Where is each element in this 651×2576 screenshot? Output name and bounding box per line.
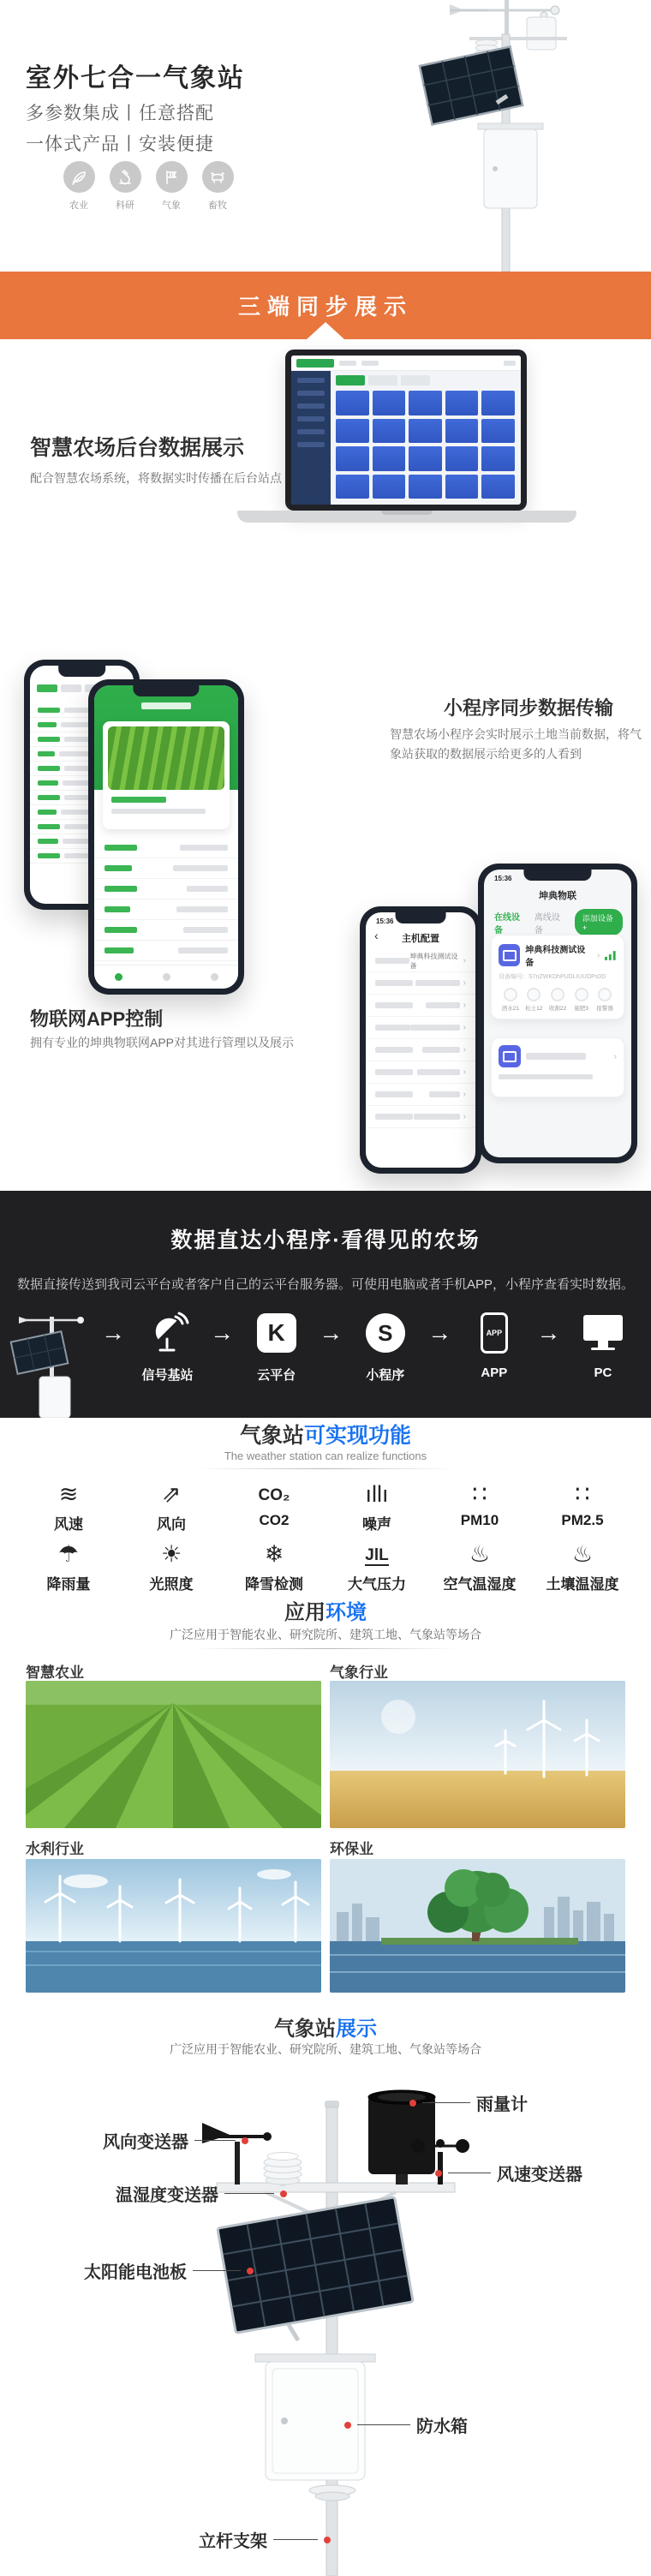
dashboard-sidebar <box>291 371 331 505</box>
flow-app <box>458 1309 530 1380</box>
function-co2 <box>223 1475 326 1535</box>
list-item <box>94 920 238 941</box>
tabbar-item[interactable] <box>115 973 122 981</box>
badge-label: 气象 <box>162 200 181 211</box>
diagram-label-text: 风向变送器 <box>103 2133 188 2152</box>
cloud-platform-icon: K <box>257 1313 296 1353</box>
config-value: 坤典科技测试设备 <box>409 952 458 970</box>
add-device-button[interactable]: 添加设备 + <box>575 909 623 935</box>
chevron-right-icon: › <box>463 956 466 965</box>
flow-label: 信号基站 <box>141 1368 194 1383</box>
functions-grid <box>17 1475 634 1595</box>
diagram-label-text: 雨量计 <box>476 2095 528 2114</box>
badge-research <box>106 161 144 212</box>
list-item <box>94 941 238 961</box>
mini-heading: 小程序同步数据传输 <box>444 697 614 719</box>
badge-weather <box>152 161 190 212</box>
dashboard-tab[interactable] <box>368 375 397 386</box>
text-bar <box>111 809 206 814</box>
pointer-line <box>422 2102 470 2103</box>
dashboard-screen <box>291 356 521 505</box>
config-list <box>366 950 475 1128</box>
list-item <box>94 858 238 879</box>
function-label: 噪声 <box>362 1516 391 1533</box>
phone-mockup-config <box>360 906 481 1174</box>
function-label: 风向 <box>157 1516 186 1533</box>
flow-miniprogram <box>349 1309 421 1384</box>
label-pole-bracket <box>199 2527 331 2552</box>
flow-label: APP <box>481 1366 508 1380</box>
sidebar-item-bar[interactable] <box>297 403 325 409</box>
weather-station-small-image <box>7 1305 97 1418</box>
arrow-right-icon: → <box>427 1319 452 1346</box>
badge-label: 畜牧 <box>208 200 227 211</box>
functions-heading-black: 气象站 <box>239 1424 304 1448</box>
toggle-label: 收割22 <box>548 1006 567 1012</box>
wind-speed-icon: ≋ <box>58 1481 79 1507</box>
arrow-right-icon: → <box>319 1319 343 1346</box>
config-row[interactable]: › <box>366 1106 475 1128</box>
config-row[interactable]: › <box>366 1061 475 1084</box>
smart-agriculture-image <box>26 1681 321 1828</box>
device-card[interactable] <box>491 935 624 1019</box>
flow-label: 小程序 <box>366 1368 405 1383</box>
display-heading-black: 气象站 <box>274 2017 336 2041</box>
label-solar-panel <box>84 2258 254 2283</box>
water-conservancy-image <box>26 1859 321 1993</box>
text-bar <box>375 958 409 964</box>
flow-pc <box>567 1309 639 1380</box>
status-time: 15:36 <box>376 917 394 925</box>
dashboard-logo <box>296 359 334 368</box>
miniprogram-list <box>94 838 238 963</box>
function-label: PM2.5 <box>561 1512 604 1528</box>
satellite-dish-icon <box>146 1309 189 1357</box>
mini-desc: 智慧农场小程序会实时展示土地当前数据，将气象站获取的数据展示给更多的人看到 <box>390 727 642 761</box>
text-bar <box>504 361 516 366</box>
function-label: CO2 <box>259 1512 290 1528</box>
function-pm10 <box>428 1475 531 1535</box>
function-air-temp-humidity <box>428 1535 531 1595</box>
page-title: 室外七合一气象站 <box>26 64 245 93</box>
phone-screen <box>366 912 475 1168</box>
pointer-dot <box>409 2100 416 2107</box>
function-snow-detect <box>223 1535 326 1595</box>
farm-photo <box>108 726 224 790</box>
pointer-dot <box>435 2170 442 2177</box>
config-row[interactable]: › <box>366 1017 475 1039</box>
dashboard-tab[interactable] <box>401 375 430 386</box>
data-flow-row <box>101 1309 639 1384</box>
function-label: 降雪检测 <box>245 1576 303 1593</box>
applications-heading-black: 应用 <box>284 1601 326 1624</box>
section-banner <box>0 272 651 339</box>
pointer-line <box>273 2539 318 2540</box>
miniprogram-icon: S <box>366 1313 405 1353</box>
diagram-label-text: 太阳能电池板 <box>84 2263 187 2282</box>
badge-label: 科研 <box>116 200 134 211</box>
text-bar <box>339 361 356 366</box>
device-toggles <box>499 988 617 1012</box>
app-title: 坤典物联 <box>539 891 576 901</box>
arrow-right-icon: → <box>536 1319 561 1346</box>
function-label: 风速 <box>54 1516 83 1533</box>
banner-notch <box>307 322 344 339</box>
config-row[interactable]: › <box>366 1039 475 1061</box>
arrow-right-icon: → <box>210 1319 235 1346</box>
flow-label: 云平台 <box>257 1368 296 1383</box>
banner-title: 三端同步展示 <box>237 294 413 320</box>
list-item <box>94 879 238 900</box>
device-toggle[interactable] <box>546 988 570 1012</box>
pointer-line <box>357 2424 410 2425</box>
function-soil-temp-humidity <box>531 1535 634 1595</box>
pointer-line <box>193 2270 241 2271</box>
noise-icon: ıllı <box>365 1481 389 1507</box>
function-label: PM10 <box>460 1512 499 1528</box>
display-heading <box>0 2011 651 2041</box>
function-wind-speed <box>17 1475 120 1535</box>
arrow-right-icon: → <box>101 1319 125 1346</box>
dark-section-title: 数据直达小程序·看得见的农场 <box>170 1228 481 1252</box>
device-name: 坤典科技测试设备 <box>525 946 586 968</box>
toggle-circle-icon <box>598 988 612 1001</box>
functions-heading <box>0 1419 651 1449</box>
hero-badges <box>60 161 236 212</box>
status-time: 15:36 <box>494 875 512 882</box>
dashboard-tab[interactable] <box>336 375 365 386</box>
flow-label: PC <box>594 1366 612 1380</box>
pointer-line <box>194 2140 236 2141</box>
applications-heading-blue: 环境 <box>326 1601 367 1624</box>
function-wind-direction <box>120 1475 223 1535</box>
weather-station-diagram <box>0 2058 651 2576</box>
cattle-icon <box>202 161 234 193</box>
function-label: 光照度 <box>149 1576 194 1593</box>
phone-notch <box>523 870 591 881</box>
signal-icon <box>605 951 617 960</box>
function-noise <box>326 1475 428 1535</box>
pointer-dot <box>242 2137 248 2144</box>
application-label: 环保业 <box>330 1841 373 1857</box>
pointer-dot <box>247 2268 254 2274</box>
config-row[interactable] <box>366 950 475 972</box>
hero-subtitle-2: 一体式产品丨安装便捷 <box>26 134 214 154</box>
pm10-icon: ∷ <box>472 1481 487 1507</box>
application-label: 智慧农业 <box>26 1665 84 1681</box>
illuminance-icon: ☀ <box>160 1541 182 1567</box>
tabbar-item[interactable] <box>211 973 218 981</box>
back-button[interactable]: ‹ <box>374 929 379 942</box>
toggle-label: 松土12 <box>525 1006 543 1012</box>
diagram-label-text: 防水箱 <box>416 2418 468 2436</box>
phone-notch <box>58 666 106 677</box>
application-label: 气象行业 <box>330 1665 388 1681</box>
snow-detect-icon: ❄ <box>264 1541 284 1567</box>
miniprogram-tabbar <box>94 965 238 989</box>
chevron-right-icon: › <box>597 950 600 960</box>
label-wind-direction-transmitter <box>103 2128 248 2153</box>
dashboard-topbar <box>291 356 521 371</box>
data-flow-section <box>0 1191 651 1418</box>
backend-desc: 配合智慧农场系统，将数据实时传播在后台站点 <box>30 471 282 485</box>
flow-base-station <box>132 1309 204 1384</box>
pointer-dot <box>280 2190 287 2197</box>
sidebar-item-bar[interactable] <box>297 391 325 396</box>
sidebar-item-bar[interactable] <box>297 378 325 383</box>
flow-cloud-platform <box>241 1309 313 1384</box>
device-toggle[interactable] <box>593 988 617 1012</box>
display-heading-blue: 展示 <box>336 2017 377 2041</box>
function-label: 空气温湿度 <box>443 1576 517 1593</box>
windsock-icon <box>156 161 188 193</box>
config-row[interactable]: › <box>366 972 475 995</box>
laptop-mockup <box>285 350 527 511</box>
label-temp-humidity-transmitter <box>116 2181 287 2206</box>
config-row[interactable]: › <box>366 995 475 1017</box>
label-waterproof-box <box>344 2412 468 2437</box>
list-item <box>94 838 238 858</box>
laptop-base <box>237 511 576 523</box>
dashboard-tabs <box>336 375 430 386</box>
display-subtitle: 广泛应用于智能农业、研究院所、建筑工地、气象站等场合 <box>170 2042 481 2056</box>
phone-screen <box>94 685 238 989</box>
pointer-line <box>224 2193 274 2194</box>
function-label: 大气压力 <box>348 1576 406 1593</box>
applications-subtitle: 广泛应用于智能农业、研究院所、建筑工地、气象站等场合 <box>170 1628 481 1641</box>
app-heading: 物联网APP控制 <box>30 1008 164 1030</box>
phone-notch <box>396 912 446 923</box>
air-temp-humidity-icon: ♨ <box>469 1541 491 1567</box>
microscope-icon <box>110 161 141 193</box>
mini-tab[interactable] <box>37 684 57 692</box>
device-tabs <box>494 909 623 935</box>
tab-online-devices[interactable]: 在线设备 <box>494 910 524 935</box>
label-rain-gauge <box>409 2090 528 2115</box>
device-toggle[interactable] <box>570 988 594 1012</box>
sidebar-item-bar[interactable] <box>297 416 325 421</box>
badge-agriculture <box>60 161 98 212</box>
diagram-label-text: 立杆支架 <box>199 2532 267 2551</box>
device-avatar-icon <box>499 1045 521 1067</box>
function-rainfall <box>17 1535 120 1595</box>
toggle-circle-icon <box>575 988 588 1001</box>
toggle-label: 报警器 <box>596 1006 613 1012</box>
config-title: 主机配置 <box>402 934 439 944</box>
air-pressure-icon: JlL <box>365 1535 388 1566</box>
text-bar <box>111 797 166 803</box>
toggle-label: 洒水21 <box>501 1006 519 1012</box>
pc-monitor-icon <box>583 1315 623 1341</box>
text-bar <box>499 1074 593 1079</box>
badge-label: 农业 <box>69 200 88 211</box>
backend-heading: 智慧农场后台数据展示 <box>30 436 245 460</box>
wind-direction-icon: ⇗ <box>161 1481 182 1507</box>
phone-mockup-miniprogram <box>88 679 244 995</box>
tab-offline-devices[interactable]: 离线设备 <box>534 912 560 935</box>
applications-heading <box>0 1595 651 1625</box>
dashboard-data-cells <box>336 391 515 499</box>
phone-mockup-app-home <box>478 864 637 1163</box>
pointer-dot <box>324 2537 331 2543</box>
function-label: 降雨量 <box>46 1576 91 1593</box>
rainfall-icon: ☂ <box>57 1541 80 1567</box>
soil-temp-humidity-icon: ♨ <box>571 1541 594 1567</box>
tabbar-item[interactable] <box>163 973 170 981</box>
functions-heading-en: The weather station can realize functions <box>224 1449 427 1462</box>
config-row[interactable]: › <box>366 1084 475 1106</box>
device-avatar-icon <box>499 944 520 966</box>
leaf-icon <box>63 161 95 193</box>
dark-section-desc: 数据直接传送到我司云平台或者客户自己的云平台服务器。可使用电脑或者手机APP，小程序查看实时数据。 <box>16 1277 635 1292</box>
app-icon-text: APP <box>486 1329 503 1337</box>
app-desc: 拥有专业的坤典物联网APP对其进行管理以及展示 <box>30 1036 295 1049</box>
device-toggle[interactable] <box>523 988 546 1012</box>
environmental-protection-image <box>330 1859 625 1993</box>
weather-station-hero-image <box>368 0 651 272</box>
phone-screen <box>484 870 631 1157</box>
farm-card[interactable] <box>103 721 230 829</box>
pointer-dot <box>344 2422 351 2429</box>
functions-heading-blue: 可实现功能 <box>304 1424 412 1448</box>
toggle-circle-icon <box>527 988 541 1001</box>
divider <box>193 1648 458 1649</box>
co2-icon: CO₂ <box>258 1486 290 1504</box>
toggle-circle-icon <box>551 988 564 1001</box>
badge-livestock <box>199 161 236 212</box>
function-illuminance <box>120 1535 223 1595</box>
application-label: 水利行业 <box>26 1841 84 1857</box>
divider <box>197 1468 454 1469</box>
meteorology-industry-image <box>330 1681 625 1828</box>
mini-tab[interactable] <box>61 684 81 692</box>
diagram-label-text: 风速变送器 <box>497 2166 582 2185</box>
app-phone-icon <box>481 1312 508 1354</box>
label-wind-speed-transmitter <box>435 2161 582 2185</box>
diagram-label-text: 温湿度变送器 <box>116 2186 218 2205</box>
sidebar-item-bar[interactable] <box>297 442 325 447</box>
title-bar <box>141 702 191 709</box>
sidebar-item-bar[interactable] <box>297 429 325 434</box>
text-bar <box>361 361 379 366</box>
function-pm25 <box>531 1475 634 1535</box>
list-item <box>94 900 238 920</box>
text-bar <box>526 1053 586 1060</box>
device-toggle[interactable] <box>499 988 523 1012</box>
function-air-pressure <box>326 1535 428 1595</box>
device-number: 设备编号：S7nZWKDhPUDLIUUOPs0D <box>499 974 606 980</box>
toggle-label: 施肥3 <box>574 1006 588 1012</box>
function-label: 土壤温湿度 <box>546 1576 619 1593</box>
hero-subtitle-1: 多参数集成丨任意搭配 <box>26 104 214 123</box>
phone-notch <box>133 685 199 696</box>
toggle-circle-icon <box>504 988 517 1001</box>
pm25-icon: ∷ <box>575 1481 590 1507</box>
device-card[interactable]: › <box>491 1037 624 1097</box>
